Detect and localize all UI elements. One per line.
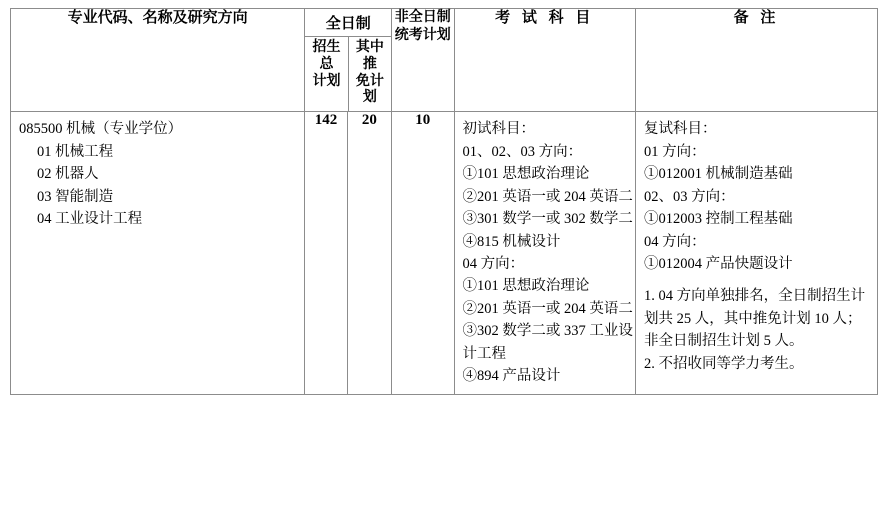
subject-line-2: 01、02、03 方向： bbox=[462, 143, 583, 160]
remark-line-4: 02、03 方向： bbox=[644, 188, 735, 205]
header-plan-total bbox=[305, 37, 348, 111]
major-direction-04: 04 工业设计工程 bbox=[37, 211, 143, 228]
subject-line-12: ④894 产品设计 bbox=[462, 368, 561, 385]
header-major: 专业代码、名称及研究方向 bbox=[11, 9, 305, 112]
remark-line-5: ①012003 控制工程基础 bbox=[644, 211, 793, 228]
header-subject: 考 试 科 目 bbox=[454, 9, 635, 112]
header-parttime-line2: 统考计划 bbox=[394, 27, 451, 43]
subject-line-5: ③301 数学一或 302 数学二 bbox=[462, 211, 633, 228]
subject-line-10: ③302 数学二或 337 工业设 bbox=[462, 323, 633, 340]
header-fulltime-label: 全日制 bbox=[305, 9, 391, 37]
subject-line-3: ①101 思想政治理论 bbox=[462, 166, 590, 183]
remark-line-7: ①012004 产品快题设计 bbox=[644, 256, 793, 272]
subject-line-6: ④815 机械设计 bbox=[462, 233, 561, 250]
remark-lines bbox=[636, 112, 877, 381]
cell-subject bbox=[454, 112, 635, 395]
table-row bbox=[11, 112, 878, 395]
header-plan-total-line2: 计划 bbox=[312, 73, 341, 89]
admission-plan-table bbox=[10, 8, 878, 395]
major-direction-02: 02 机器人 bbox=[37, 166, 99, 183]
remark-line-3: ①012001 机械制造基础 bbox=[644, 166, 793, 183]
remark-note-1: 1. 04 方向单独排名，全日制招生计划共 25 人，其中推免计划 10 人；非全日制招生计划 5 人。 bbox=[644, 288, 866, 350]
remark-line-6: 04 方向： bbox=[644, 233, 706, 250]
header-plan-tuimian-line1: 其中推 bbox=[355, 40, 384, 72]
major-code-name: 085500 机械（专业学位） bbox=[19, 121, 183, 138]
remark-line-1: 复试科目： bbox=[644, 121, 717, 138]
cell-remark bbox=[636, 112, 878, 395]
header-remark: 备 注 bbox=[636, 9, 878, 112]
major-lines bbox=[11, 112, 304, 236]
header-parttime-line1: 非全日制 bbox=[394, 10, 451, 25]
header-parttime bbox=[392, 9, 455, 112]
cell-plan-total: 142 bbox=[305, 112, 347, 395]
subject-line-8: ①101 思想政治理论 bbox=[462, 278, 590, 295]
remark-note-2: 2. 不招收同等学力考生。 bbox=[644, 355, 804, 372]
subject-lines bbox=[455, 112, 635, 394]
cell-major bbox=[11, 112, 305, 395]
cell-plan-tuimian: 20 bbox=[347, 112, 391, 395]
subject-line-4: ②201 英语一或 204 英语二 bbox=[462, 188, 633, 205]
table-header-row bbox=[11, 9, 878, 112]
subject-line-7: 04 方向： bbox=[462, 256, 525, 272]
header-plan-total-line1: 招生总 bbox=[312, 40, 341, 72]
subject-line-1: 初试科目： bbox=[462, 121, 536, 138]
remark-spacer bbox=[644, 275, 870, 285]
major-direction-01: 01 机械工程 bbox=[37, 143, 114, 160]
header-fulltime-group bbox=[305, 9, 392, 112]
header-plan-tuimian bbox=[349, 37, 391, 111]
subject-line-11: 计工程 bbox=[462, 345, 507, 362]
subject-line-9: ②201 英语一或 204 英语二 bbox=[462, 300, 633, 317]
cell-parttime: 10 bbox=[392, 112, 455, 395]
major-direction-03: 03 智能制造 bbox=[37, 188, 114, 205]
remark-line-2: 01 方向： bbox=[644, 143, 706, 160]
header-plan-tuimian-line2: 免计划 bbox=[355, 73, 384, 106]
